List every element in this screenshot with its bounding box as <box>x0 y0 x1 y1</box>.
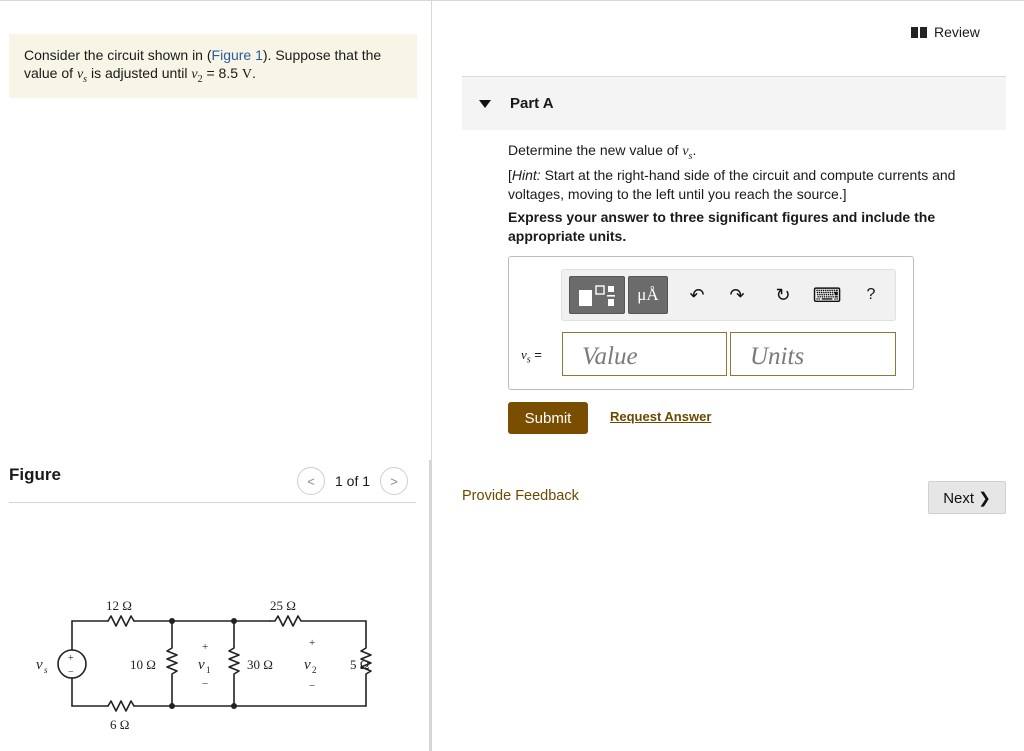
volt-unit: V <box>241 67 253 82</box>
collapse-triangle-icon <box>479 100 491 108</box>
request-answer-link[interactable]: Request Answer <box>610 409 712 424</box>
vs-subscript: s <box>83 73 88 85</box>
review-label: Review <box>934 24 980 40</box>
figure-rule <box>9 502 416 503</box>
resistor-25-ohm <box>270 616 366 626</box>
figure-link[interactable]: Figure 1 <box>211 47 263 63</box>
top-border <box>0 0 1024 1</box>
templates-icon <box>570 277 626 315</box>
units-input[interactable] <box>730 332 896 376</box>
part-a-header[interactable] <box>462 77 1006 130</box>
v2-plus: + <box>309 637 316 649</box>
problem-text: Consider the circuit shown in ( <box>24 47 212 63</box>
panel-splitter[interactable] <box>429 460 432 751</box>
r12-label: 12 Ω <box>106 598 132 613</box>
question-variable: v <box>682 144 689 159</box>
r25-label: 25 Ω <box>270 598 296 613</box>
units-button[interactable]: μÅ <box>628 276 668 314</box>
r30-label: 30 Ω <box>247 657 273 672</box>
chevron-right-icon: > <box>390 473 398 489</box>
question-subscript: s <box>688 150 693 162</box>
resistor-10-ohm <box>167 621 177 706</box>
question-text: Determine the new value of <box>508 142 683 158</box>
undo-icon[interactable]: ↶ <box>689 284 705 305</box>
figure-page-count: 1 of 1 <box>335 473 371 489</box>
next-button[interactable]: Next ❯ <box>928 481 1006 514</box>
help-icon[interactable]: ? <box>866 286 876 303</box>
book-icon <box>911 27 927 38</box>
problem-statement <box>9 34 417 98</box>
problem-text: . <box>252 65 256 81</box>
part-title: Part A <box>510 95 554 112</box>
panel-divider <box>431 0 432 460</box>
chevron-left-icon: < <box>307 473 315 489</box>
vs-label-sub: s <box>44 665 48 675</box>
problem-text: is adjusted until <box>87 65 192 81</box>
answer-variable: v <box>521 347 527 362</box>
prev-figure-button[interactable] <box>297 467 325 495</box>
resistor-30-ohm <box>229 621 239 706</box>
hint-bracket: [ <box>508 167 512 184</box>
answer-box <box>508 256 914 390</box>
v2-label: v <box>304 657 311 673</box>
next-figure-button[interactable] <box>380 467 408 495</box>
node-dot <box>231 703 237 709</box>
node-dot <box>169 618 175 624</box>
value-input[interactable] <box>562 332 727 376</box>
r10-label: 10 Ω <box>130 657 156 672</box>
hint-text: Start at the right-hand side of the circuit and compute currents and voltages, moving to the left until you reach the source.] <box>508 167 956 202</box>
resistor-6-ohm <box>108 701 134 711</box>
keyboard-icon[interactable]: ⌨ <box>812 284 842 307</box>
hint-label: Hint: <box>511 167 541 184</box>
problem-text: ). Suppose that the value of <box>24 47 382 81</box>
source-plus-sign: + <box>68 653 74 664</box>
question-text: . <box>692 142 697 158</box>
r5-label: 5 Ω <box>350 657 370 672</box>
answer-instructions: Express your answer to three significant figures and include the appropriate units. <box>508 209 936 244</box>
submit-button[interactable]: Submit <box>508 402 588 434</box>
resistor-12-ohm <box>108 616 134 626</box>
vs-variable: v <box>76 67 84 82</box>
node-dot <box>169 703 175 709</box>
node-dot <box>231 618 237 624</box>
math-toolbar <box>561 269 896 321</box>
r6-label: 6 Ω <box>110 717 130 732</box>
figure-pager <box>297 467 408 495</box>
answer-subscript: s <box>526 354 531 366</box>
v2-minus: − <box>309 680 316 692</box>
review-link[interactable] <box>911 24 980 40</box>
v1-minus: − <box>202 678 209 690</box>
provide-feedback-link[interactable]: Provide Feedback <box>462 488 579 504</box>
v1-label-sub: 1 <box>206 665 211 675</box>
v1-label: v <box>198 657 205 673</box>
figure-heading: Figure <box>9 465 61 484</box>
reset-icon[interactable]: ↻ <box>775 284 791 305</box>
v2-variable: v <box>191 67 198 82</box>
problem-value: = 8.5 <box>202 65 242 81</box>
v2-label-sub: 2 <box>312 665 317 675</box>
vs-label: v <box>36 657 43 673</box>
v2-subscript: 2 <box>197 73 203 85</box>
templates-button[interactable] <box>569 276 625 314</box>
redo-icon[interactable]: ↷ <box>729 284 745 305</box>
question-prompt <box>508 141 998 203</box>
answer-label <box>521 347 542 366</box>
answer-equals: = <box>530 347 542 362</box>
v1-plus: + <box>202 641 209 653</box>
source-minus-sign: − <box>68 667 74 678</box>
circuit-diagram <box>30 590 390 740</box>
